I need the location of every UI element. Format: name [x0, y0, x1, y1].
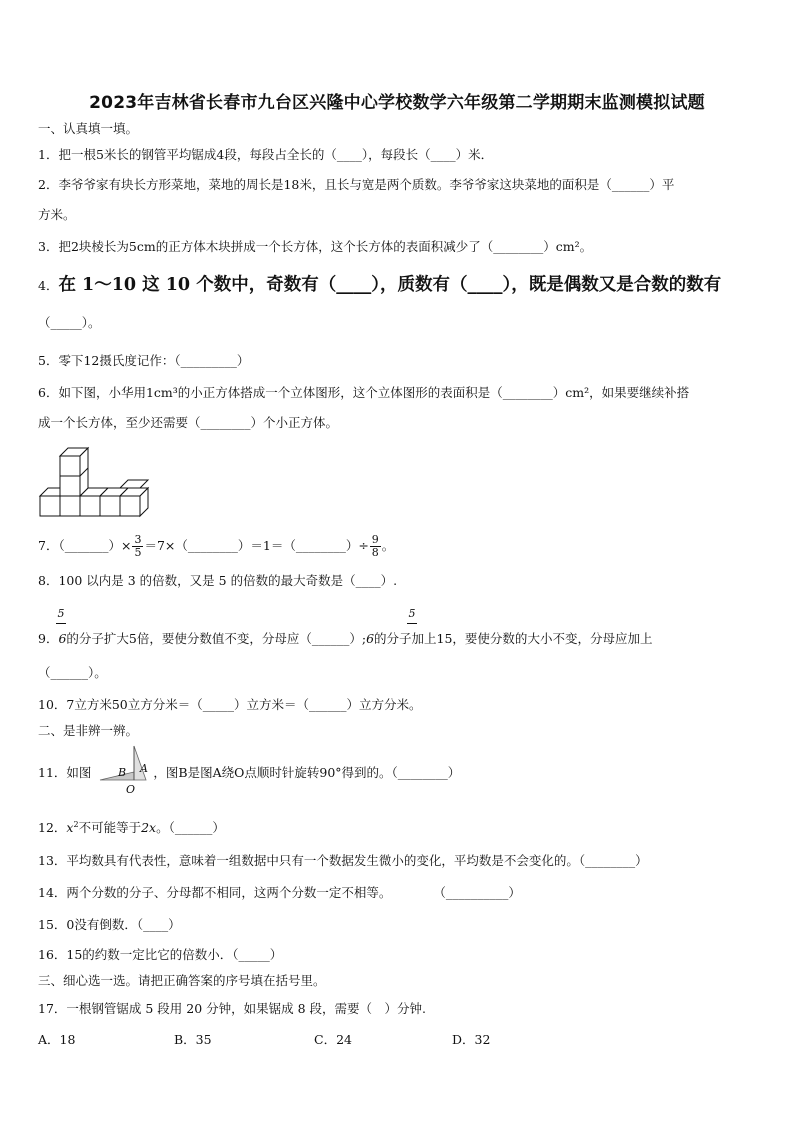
- question-9-line-1: [38, 630, 760, 648]
- question-4-text: 在 1～10 这 10 个数中，奇数有（____），质数有（____），既是偶数又是合数的数有: [58, 275, 722, 295]
- option-d: D．32: [452, 1032, 491, 1047]
- question-11-part-b: ，图B是图A绕O点顺时针旋转90°得到的。（________）: [153, 765, 461, 780]
- question-9-line-2: （______）。: [38, 665, 107, 680]
- question-14-blank: （__________）: [433, 885, 521, 900]
- fraction-numerator: 5: [57, 607, 65, 620]
- fraction-3-5: [132, 534, 143, 559]
- question-7: [38, 533, 760, 559]
- option-b: B．35: [174, 1032, 212, 1047]
- section-heading-3: 三、细心选一选。请把正确答案的序号填在括号里。: [38, 973, 326, 988]
- question-9-part-c: 的分子加上15，要使分数的大小不变，分母应加上: [374, 631, 653, 646]
- question-4-number: 4．: [38, 278, 59, 293]
- figure-label-b: B: [118, 766, 127, 779]
- option-a: A．18: [38, 1032, 76, 1047]
- question-2-line-2: 方米。: [38, 207, 76, 222]
- fraction-denominator: 5: [134, 546, 142, 559]
- question-5: 5．零下12摄氏度记作：（_________）: [38, 353, 250, 368]
- cube-figure: [38, 446, 162, 518]
- question-14: [38, 884, 760, 902]
- question-3: 3．把2块棱长为5cm的正方体木块拼成一个长方体，这个长方体的表面积减少了（________）cm²。: [38, 239, 593, 254]
- question-12: [38, 816, 760, 837]
- question-16: 16．15的约数一定比它的倍数小．（_____）: [38, 947, 283, 962]
- section-heading-1: 一、认真填一填。: [38, 121, 139, 136]
- question-10: 10．7立方米50立方分米＝（_____）立方米＝（______）立方分米。: [38, 697, 422, 712]
- fraction-9-8: [370, 534, 381, 559]
- question-8: 8．100 以内是 3 的倍数，又是 5 的倍数的最大奇数是（____）.: [38, 573, 398, 588]
- fraction-numerator: 5: [408, 607, 416, 620]
- question-7-part-b: ＝7×（________）＝1＝（________）÷: [144, 538, 369, 553]
- question-11-part-a: 11．如图: [38, 765, 92, 780]
- question-2-line-1: 2．李爷爷家有块长方形菜地，菜地的周长是18米，且长与宽是两个质数。李爷爷家这块菜地的面积是（______）平: [38, 177, 675, 192]
- question-6-line-2: 成一个长方体，至少还需要（________）个小正方体。: [38, 415, 339, 430]
- question-7-part-c: 。: [381, 538, 395, 553]
- question-15: 15．0没有倒数．（____）: [38, 917, 181, 932]
- question-13: 13．平均数具有代表性，意味着一组数据中只有一个数据发生微小的变化，平均数是不会变化的。（________）: [38, 853, 648, 868]
- page-title: 2023年吉林省长春市九台区兴隆中心学校数学六年级第二学期期末监测模拟试题: [89, 93, 705, 113]
- section-heading-2: 二、是非辨一辨。: [38, 723, 139, 738]
- expression-2x: 2x: [141, 820, 157, 836]
- fraction-denominator: 8: [371, 546, 379, 559]
- variable-x: x: [66, 820, 74, 836]
- question-4-line-1: [38, 272, 760, 298]
- fraction-numerator: 9: [371, 533, 379, 546]
- question-7-part-a: 7．（_______）×: [38, 538, 132, 553]
- figure-label-a: A: [140, 762, 148, 775]
- figure-label-o: O: [126, 783, 136, 796]
- fraction-denominator: 6: [58, 631, 67, 646]
- question-12-part-b: 不可能等于: [78, 820, 142, 836]
- question-17: 17．一根钢管锯成 5 段用 20 分钟，如果锯成 8 段，需要（ ）分钟.: [38, 1001, 427, 1016]
- fraction-denominator: 6: [366, 631, 375, 646]
- question-12-part-d: 。（______）: [156, 820, 225, 836]
- question-4-line-2: （_____）。: [38, 315, 101, 330]
- question-9-number: 9．: [38, 631, 59, 646]
- question-9-fraction-1: [56, 608, 66, 627]
- question-9-fraction-2: [407, 608, 417, 627]
- option-c: C．24: [314, 1032, 352, 1047]
- exponent: 2: [73, 820, 79, 829]
- question-12-number: 12．: [38, 820, 67, 836]
- question-6-line-1: 6．如下图，小华用1cm³的小正方体搭成一个立体图形，这个立体图形的表面积是（________）cm²，如果要继续补搭: [38, 385, 690, 400]
- question-14-text: 14．两个分数的分子、分母都不相同，这两个分数一定不相等。: [38, 885, 392, 900]
- question-9-part-b: 的分子扩大5倍，要使分数值不变，分母应（______）;: [66, 631, 367, 646]
- fraction-numerator: 3: [134, 533, 142, 546]
- question-1: 1．把一根5米长的钢管平均锯成4段，每段占全长的（____），每段长（____）米．: [38, 147, 494, 162]
